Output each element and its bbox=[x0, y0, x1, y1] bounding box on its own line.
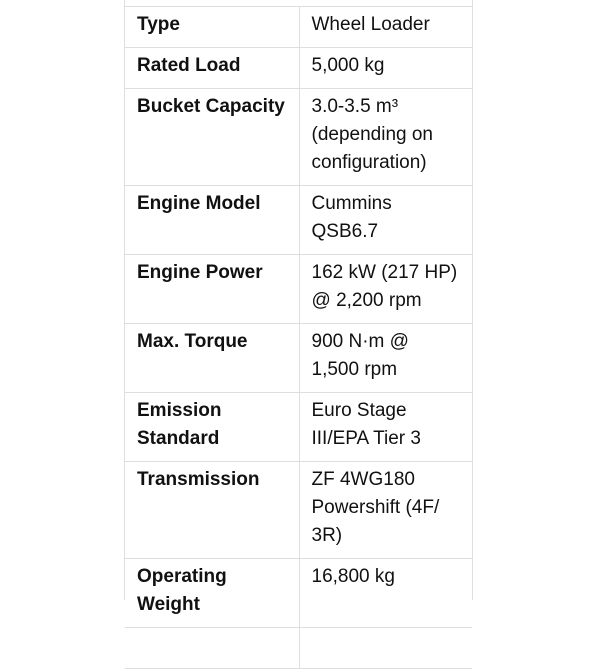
spec-label: Operating Weight bbox=[125, 559, 299, 628]
table-row bbox=[125, 7, 472, 48]
table-row bbox=[125, 324, 472, 393]
spec-value: 3.0-3.5 m³ (depending on configuration) bbox=[299, 89, 472, 186]
spec-label: Max. Torque bbox=[125, 324, 299, 393]
spec-label: Emission Standard bbox=[125, 393, 299, 462]
spec-label: Rated Load bbox=[125, 48, 299, 89]
table-row bbox=[125, 393, 472, 462]
spec-label: Engine Power bbox=[125, 255, 299, 324]
spec-value: 900 N·m @ 1,500 rpm bbox=[299, 324, 472, 393]
spec-table-frame bbox=[124, 0, 473, 615]
table-row bbox=[125, 89, 472, 186]
spec-value: ZF 4WG180 Powershift (4F/ 3R) bbox=[299, 462, 472, 559]
table-row bbox=[125, 462, 472, 559]
spec-value: 16,800 kg bbox=[299, 559, 472, 628]
spec-label: Type bbox=[125, 7, 299, 48]
spec-label: Transmission bbox=[125, 462, 299, 559]
spec-value: Wheel Loader bbox=[299, 7, 472, 48]
table-row-partial bbox=[125, 628, 472, 669]
spec-value-empty bbox=[299, 628, 472, 669]
specifications-table bbox=[125, 7, 472, 669]
table-row bbox=[125, 559, 472, 628]
spec-label: Engine Model bbox=[125, 186, 299, 255]
table-row bbox=[125, 186, 472, 255]
spec-value: Euro Stage III/EPA Tier 3 bbox=[299, 393, 472, 462]
table-row bbox=[125, 255, 472, 324]
spec-label: Bucket Capacity bbox=[125, 89, 299, 186]
table-row bbox=[125, 48, 472, 89]
spec-label-empty bbox=[125, 628, 299, 669]
spec-value: 5,000 kg bbox=[299, 48, 472, 89]
spec-value: Cummins QSB6.7 bbox=[299, 186, 472, 255]
spec-value: 162 kW (217 HP) @ 2,200 rpm bbox=[299, 255, 472, 324]
